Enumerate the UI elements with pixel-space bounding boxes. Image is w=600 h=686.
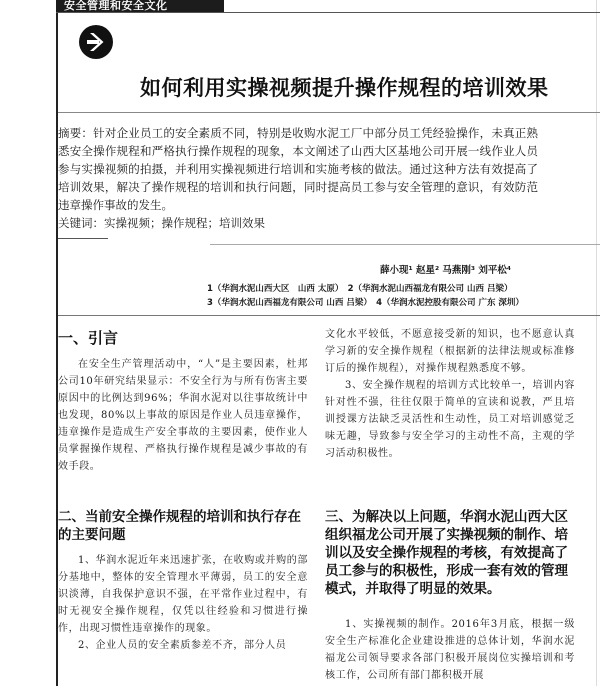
- section-2-heading: 二、当前安全操作规程的培训和执行存在的主要问题: [58, 509, 301, 543]
- page-edge-rule: [596, 0, 597, 686]
- right-paragraph-2: 3、安全操作规程的培训方式比较单一，培训内容针对性不强，往往仅限于简单的宣读和说教，严且培训授课方法缺乏灵活性和生动性，员工对培训感觉乏味无趣，导致参与安全学习的主动性不高，主观的学习活动积极性。: [325, 380, 575, 459]
- abstract-text: 针对企业员工的安全素质不同，特别是收购水泥工厂中部分员工凭经验操作，未真正熟悉安全操作规程和严格执行操作规程的现象，本文阐述了山西大区基地公司开展一线作业人员参与实操视频的拍摄，并利用实操视频进行培训和实施考核的做法。通过这种方法有效提高了培训效果，解决了操作规程的培训和执行问题，同时提高员工参与安全管理的意识，有效防范违章操作事故的发生。: [58, 126, 538, 212]
- section-3-body: 1、实操视频的制作。2016年3月底，根据一级安全生产标准化企业建设推进的总体计划，华润水泥福龙公司领导要求各部门积极开展岗位实操培训和考核工作，公司所有部门都积极开展: [325, 619, 575, 681]
- affiliations-line-1: 1（华润水泥山西大区 山西 太原） 2（华润水泥山西福龙有限公司 山西 吕梁）: [207, 284, 513, 294]
- section-3-heading: 三、为解决以上问题，华润水泥山西大区组织福龙公司开展了实操视频的制作、培训以及安全操作规程的考核，有效提高了员工参与的积极性，形成一套有效的管理模式，并取得了明显的效果。: [325, 509, 568, 597]
- section-2-paragraph-1: 1、华润水泥近年来迅速扩张，在收购或并购的部分基地中，整体的安全管理水平薄弱，员工的安全意识淡薄，自我保护意识不强，在平常作业过程中，有时无视安全操作规程，仅凭以往经验和习惯进行操作，出现习惯性违章操作的现象。: [58, 555, 308, 634]
- right-arrow-circle-icon: [78, 24, 114, 60]
- abstract: [58, 124, 538, 214]
- header-divider: [56, 12, 600, 13]
- section-2-paragraph-2: 2、企业人员的安全素质参差不齐，部分人员: [78, 640, 287, 651]
- right-paragraph-1: 文化水平较低，不愿意接受新的知识，也不愿意认真学习新的安全操作规程（根据新的法律法规或标准修订后的操作规程），对操作规程熟悉度不够。: [325, 329, 575, 374]
- article-title: 如何利用实操视频提升操作规程的培训效果: [140, 76, 549, 100]
- abstract-label: 摘要：: [58, 126, 94, 140]
- author-list: 薛小现¹ 赵星² 马燕刚³ 刘平松⁴: [380, 265, 512, 276]
- keywords-divider-left: [58, 238, 108, 239]
- right-column-continuation: [325, 326, 575, 462]
- section-header-label: 安全管理和安全文化: [56, 0, 224, 12]
- keywords: [58, 214, 538, 232]
- affiliations-line-2: 3（华润水泥山西福龙有限公司 山西 吕梁） 4（华润水泥控股有限公司 广东 深圳）: [207, 298, 524, 308]
- keywords-label: 关键词：: [58, 216, 104, 230]
- keywords-divider: [210, 244, 600, 245]
- section-2-body: [58, 552, 308, 654]
- section-1-heading: 一、引言: [58, 329, 119, 347]
- keywords-text: 实操视频；操作规程；培训效果: [104, 216, 265, 230]
- affiliation-divider: [58, 315, 600, 316]
- title-divider: [58, 112, 600, 113]
- section-1-body: 在安全生产管理活动中，“人”是主要因素，杜邦公司10年研究结果显示：不安全行为与所有伤害主要原因中的比例达到96%；华润水泥对以往事故统计中也发现，80%以上事故的原因是作业人员违章操作，违章操作是造成生产安全事故的主要因素，使作业人员掌握操作规程、严格执行操作规程是减少事故的有效手段。: [58, 359, 308, 472]
